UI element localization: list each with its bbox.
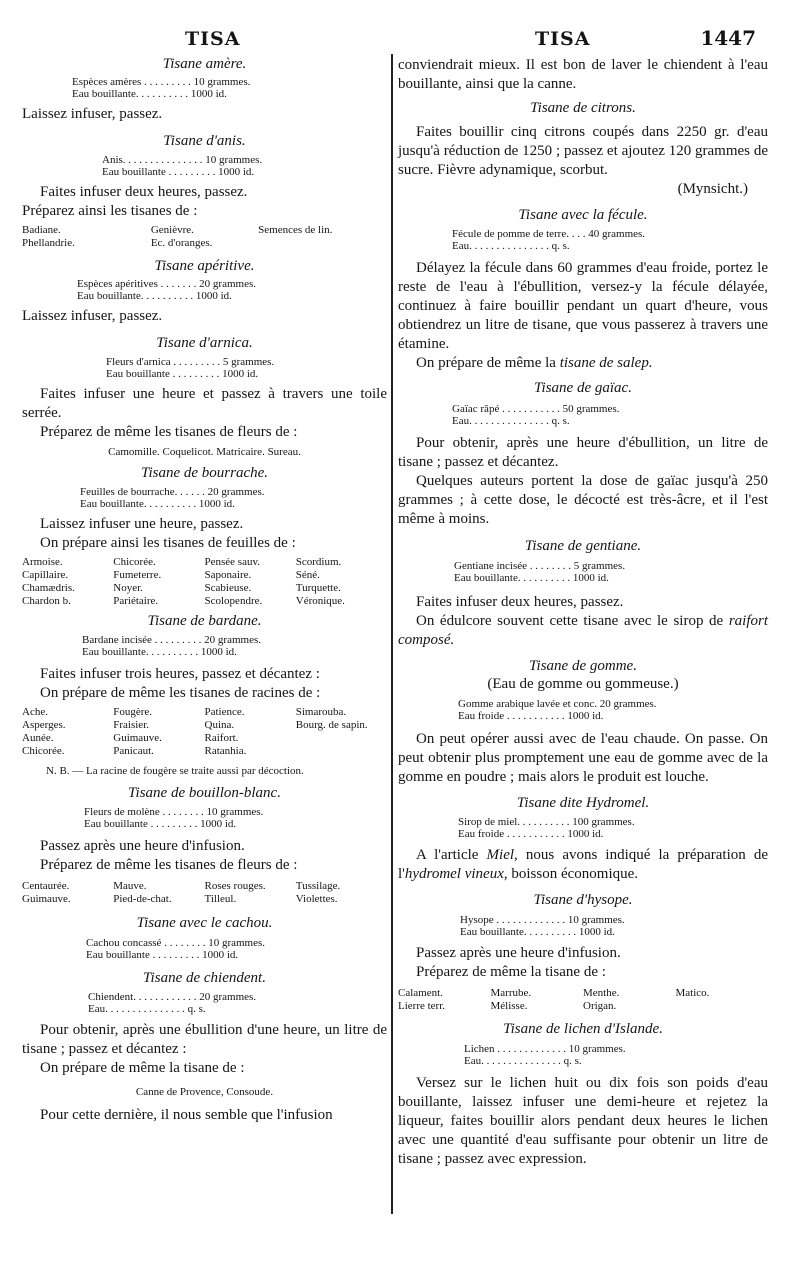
instruction: Faites infuser une heure et passez à travers une toile serrée. xyxy=(22,386,387,421)
ingredient-row: Gomme arabique lavée et conc. 20 grammes. xyxy=(458,698,657,710)
ingredient-row: Feuilles de bourrache. . . . . . 20 grammes. xyxy=(80,486,265,498)
instruction: Délayez la fécule dans 60 grammes d'eau froide, portez le reste de l'eau à l'ébullition, versez-y la fécule délayée, continuez à faire bouillir pendant un quart d'heure, vous obtiendrez un litre de tisane, que vous passerez à travers une étamine. xyxy=(398,260,768,352)
plant-name: Phellandrie. xyxy=(22,237,75,249)
plant-name: Raifort. xyxy=(204,732,239,744)
plant-name: Véronique. xyxy=(295,595,345,607)
recipe-title: Tisane de bardane. xyxy=(147,613,262,629)
ingredient-row: Eau bouillante . . . . . . . . . 1000 id. xyxy=(102,166,255,178)
ingredient-row: Eau. . . . . . . . . . . . . . . q. s. xyxy=(88,1003,206,1015)
plant-name xyxy=(258,237,387,250)
recipe-title: Tisane de citrons. xyxy=(530,100,636,116)
right-column xyxy=(398,56,768,1169)
instruction: Faites bouillir cinq citrons coupés dans 2250 gr. d'eau jusqu'à réduction de 1250 ; passez et ajoutez 120 grammes de sucre. Fièvre adynamique, scorbut. xyxy=(398,124,768,178)
plant-name: Capillaire. xyxy=(22,569,69,581)
instruction-emphasis: Miel xyxy=(486,847,515,863)
instruction: Préparez ainsi les tisanes de : xyxy=(22,203,198,219)
ingredient-row: Eau bouillante. . . . . . . . . . 1000 id. xyxy=(82,646,237,658)
ingredient-row: Eau bouillante. . . . . . . . . . 1000 id. xyxy=(454,572,609,584)
instruction: On prépare de même la tisane de : xyxy=(40,1060,245,1076)
ingredient-row: Eau bouillante. . . . . . . . . . 1000 id. xyxy=(80,498,235,510)
left-column xyxy=(22,56,387,1125)
plant-list: Camomille. Coquelicot. Matricaire. Sureau. xyxy=(108,446,301,458)
recipe-title: Tisane de chiendent. xyxy=(143,970,266,986)
ingredient-row: Eau bouillante . . . . . . . . . 1000 id. xyxy=(106,368,259,380)
instruction: Laissez infuser une heure, passez. xyxy=(40,516,244,532)
instruction: On peut opérer aussi avec de l'eau chaude. On passe. On peut obtenir plus promptement une eau de gomme avec de la gomme en poudre ; mais alors le produit est louche. xyxy=(398,731,768,785)
ingredient-row: Gentiane incisée . . . . . . . . 5 grammes. xyxy=(454,560,626,572)
plant-name: Patience. xyxy=(204,706,245,718)
plant-name: Roses rouges. xyxy=(204,880,266,892)
column-divider xyxy=(391,54,393,1214)
plant-name: Matico. xyxy=(675,987,710,999)
instruction-text: On édulcore souvent cette tisane avec le sirop de xyxy=(416,613,729,629)
plant-name: Tilleul. xyxy=(204,893,237,905)
plant-name: Aunée. xyxy=(22,732,54,744)
ingredient-row: Fleurs d'arnica . . . . . . . . . 5 grammes. xyxy=(106,356,275,368)
recipe-title: Tisane apéritive. xyxy=(154,258,255,274)
plant-name: Calament. xyxy=(398,987,443,999)
plant-name: Guimauve. xyxy=(22,893,71,905)
plant-name: Tussilage. xyxy=(295,880,341,892)
page-number: 1447 xyxy=(700,26,756,50)
plant-name: Scolopendre. xyxy=(204,595,263,607)
instruction: Quelques auteurs portent la dose de gaïac jusqu'à 250 grammes ; à cette dose, le décocté est très-âcre, et il l'est même à moins. xyxy=(398,473,768,527)
plant-name: Centaurée. xyxy=(22,880,70,892)
plant-name: Violettes. xyxy=(295,893,338,905)
plant-list: Canne de Provence, Consoude. xyxy=(135,1086,274,1098)
plant-name: Pariétaire. xyxy=(113,595,159,607)
ingredient-row: Gaïac râpé . . . . . . . . . . . 50 grammes. xyxy=(452,403,620,415)
instruction: Faites infuser trois heures, passez et décantez : xyxy=(40,666,320,682)
plant-name xyxy=(676,1000,769,1013)
plant-name: Genièvre. xyxy=(150,224,194,236)
plant-name: Chamædris. xyxy=(22,582,75,594)
plant-name: Mauve. xyxy=(113,880,147,892)
plant-name: Bourg. de sapin. xyxy=(295,719,368,731)
recipe-title: Tisane de lichen d'Islande. xyxy=(503,1021,663,1037)
plant-name xyxy=(296,745,387,758)
plant-name: Séné. xyxy=(295,569,320,581)
plant-name: Chicorée. xyxy=(113,556,156,568)
recipe-title: Tisane amère. xyxy=(162,56,247,72)
instruction: Laissez infuser, passez. xyxy=(22,106,163,122)
running-head-right: TISA xyxy=(535,28,591,50)
recipe-subtitle: (Eau de gomme ou gommeuse.) xyxy=(487,676,679,692)
plant-name: Armoise. xyxy=(22,556,63,568)
instruction: Pour cette dernière, il nous semble que l'infusion xyxy=(40,1107,333,1123)
instruction: Versez sur le lichen huit ou dix fois son poids d'eau bouillante, laissez infuser une demi-heure et rejetez la liqueur, faites bouillir alors pendant deux heures le lichen avec une quantité d'eau suffisante pour obtenir un litre de tisane ; passez avec expression. xyxy=(398,1075,768,1167)
footnote: N. B. — La racine de fougère se traite aussi par décoction. xyxy=(46,765,304,777)
recipe-title: Tisane de gomme. xyxy=(529,658,637,674)
instruction: Préparez de même les tisanes de fleurs de : xyxy=(40,424,298,440)
plant-name: Badiane. xyxy=(22,224,61,236)
plant-name: Lierre terr. xyxy=(398,1000,446,1012)
instruction: Faites infuser deux heures, passez. xyxy=(40,184,248,200)
ingredient-row: Eau. . . . . . . . . . . . . . . q. s. xyxy=(452,240,570,252)
instruction: On prépare ainsi les tisanes de feuilles de : xyxy=(40,535,296,551)
ingredient-row: Sirop de miel. . . . . . . . . . 100 grammes. xyxy=(458,816,635,828)
ingredient-row: Fleurs de molène . . . . . . . . 10 grammes. xyxy=(84,806,264,818)
plant-name: Ec. d'oranges. xyxy=(150,237,213,249)
plant-name: Asperges. xyxy=(22,719,66,731)
plant-name: Scabieuse. xyxy=(204,582,252,594)
instruction: Préparez de même les tisanes de fleurs de : xyxy=(40,857,298,873)
recipe-title: Tisane de bourrache. xyxy=(140,465,269,481)
instruction: Pour obtenir, après une heure d'ébullition, un litre de tisane ; passez et décantez. xyxy=(398,435,768,470)
plant-name: Pied-de-chat. xyxy=(113,893,172,905)
plant-name: Guimauve. xyxy=(113,732,162,744)
ingredient-row: Eau bouillante. . . . . . . . . . 1000 id. xyxy=(72,88,227,100)
ingredient-row: Hysope . . . . . . . . . . . . . 10 grammes. xyxy=(460,914,625,926)
ingredient-row: Espèces amères . . . . . . . . . 10 grammes. xyxy=(72,76,251,88)
instruction: On prépare de même les tisanes de racines de : xyxy=(40,685,321,701)
recipe-title: Tisane de gentiane. xyxy=(524,538,642,554)
instruction-text: A l'article xyxy=(416,847,487,863)
instruction xyxy=(398,846,768,884)
plant-name: Saponaire. xyxy=(204,569,252,581)
recipe-title: Tisane dite Hydromel. xyxy=(516,795,650,811)
continued-text: conviendrait mieux. Il est bon de laver le chiendent à l'eau bouillante, ainsi que la canne. xyxy=(398,57,768,92)
plant-name: Fumeterre. xyxy=(113,569,162,581)
ingredient-row: Anis. . . . . . . . . . . . . . . 10 grammes. xyxy=(102,154,263,166)
ingredient-row: Cachou concassé . . . . . . . . 10 grammes. xyxy=(86,937,266,949)
plant-name: Quina. xyxy=(204,719,235,731)
plant-name: Noyer. xyxy=(113,582,143,594)
recipe-title: Tisane d'anis. xyxy=(163,133,246,149)
ingredient-row: Eau bouillante . . . . . . . . . 1000 id. xyxy=(84,818,237,830)
plant-name: Semences de lin. xyxy=(258,224,333,236)
instruction: Passez après une heure d'infusion. xyxy=(416,945,621,961)
plant-name: Chicorée. xyxy=(22,745,65,757)
ingredient-row: Espèces apéritives . . . . . . . 20 grammes. xyxy=(77,278,257,290)
ingredient-row: Eau bouillante . . . . . . . . . 1000 id. xyxy=(86,949,239,961)
ingredient-row: Eau froide . . . . . . . . . . . 1000 id. xyxy=(458,710,604,722)
plant-name: Fougère. xyxy=(113,706,153,718)
plant-name: Mélisse. xyxy=(490,1000,528,1012)
plant-name: Scordium. xyxy=(295,556,342,568)
ingredient-row: Eau. . . . . . . . . . . . . . . q. s. xyxy=(452,415,570,427)
plant-name: Ache. xyxy=(22,706,48,718)
ingredient-row: Eau froide . . . . . . . . . . . 1000 id. xyxy=(458,828,604,840)
plant-name: Chardon b. xyxy=(22,595,71,607)
recipe-title: Tisane de bouillon-blanc. xyxy=(128,785,281,801)
ingredient-row: Eau bouillante. . . . . . . . . . 1000 id. xyxy=(460,926,615,938)
instruction-text: On prépare de même la xyxy=(416,355,560,371)
recipe-title: Tisane avec le cachou. xyxy=(136,915,273,931)
plant-name: Menthe. xyxy=(583,987,620,999)
attribution: (Mynsicht.) xyxy=(677,181,748,197)
plant-name: Fraisier. xyxy=(113,719,149,731)
plant-name: Origan. xyxy=(583,1000,617,1012)
recipe-title: Tisane d'arnica. xyxy=(156,335,253,351)
ingredient-row: Eau bouillante. . . . . . . . . . 1000 id. xyxy=(77,290,232,302)
plant-name xyxy=(296,732,387,745)
recipe-title: Tisane avec la fécule. xyxy=(518,207,648,223)
ingredient-row: Lichen . . . . . . . . . . . . . 10 grammes. xyxy=(464,1043,626,1055)
instruction: Pour obtenir, après une ébullition d'une heure, un litre de tisane ; passez et décantez : xyxy=(22,1022,387,1057)
plant-name: Pensée sauv. xyxy=(204,556,260,568)
ingredient-row: Eau. . . . . . . . . . . . . . . q. s. xyxy=(464,1055,582,1067)
instruction-emphasis: tisane de salep. xyxy=(559,355,653,371)
instruction: Préparez de même la tisane de : xyxy=(416,964,606,980)
instruction-text: , boisson économique. xyxy=(503,866,639,882)
ingredient-row: Chiendent. . . . . . . . . . . . 20 grammes. xyxy=(88,991,257,1003)
instruction xyxy=(398,354,768,373)
recipe-title: Tisane d'hysope. xyxy=(533,892,633,908)
instruction-emphasis: hydromel vineux xyxy=(404,866,504,882)
instruction xyxy=(398,612,768,650)
instruction-emphasis: raifort composé. xyxy=(398,613,768,648)
running-head-left: TISA xyxy=(185,28,241,50)
instruction: Faites infuser deux heures, passez. xyxy=(416,594,624,610)
recipe-title: Tisane de gaïac. xyxy=(534,380,632,396)
instruction: Laissez infuser, passez. xyxy=(22,308,163,324)
plant-name: Turquette. xyxy=(295,582,341,594)
ingredient-row: Bardane incisée . . . . . . . . . 20 grammes. xyxy=(82,634,262,646)
plant-name: Ratanhia. xyxy=(204,745,247,757)
plant-name: Panicaut. xyxy=(113,745,154,757)
plant-name: Simarouba. xyxy=(295,706,347,718)
instruction: Passez après une heure d'infusion. xyxy=(40,838,245,854)
ingredient-row: Fécule de pomme de terre. . . . 40 grammes. xyxy=(452,228,646,240)
instruction-text: , nous avons indiqué la préparation de l' xyxy=(398,847,768,882)
plant-name: Marrube. xyxy=(490,987,532,999)
